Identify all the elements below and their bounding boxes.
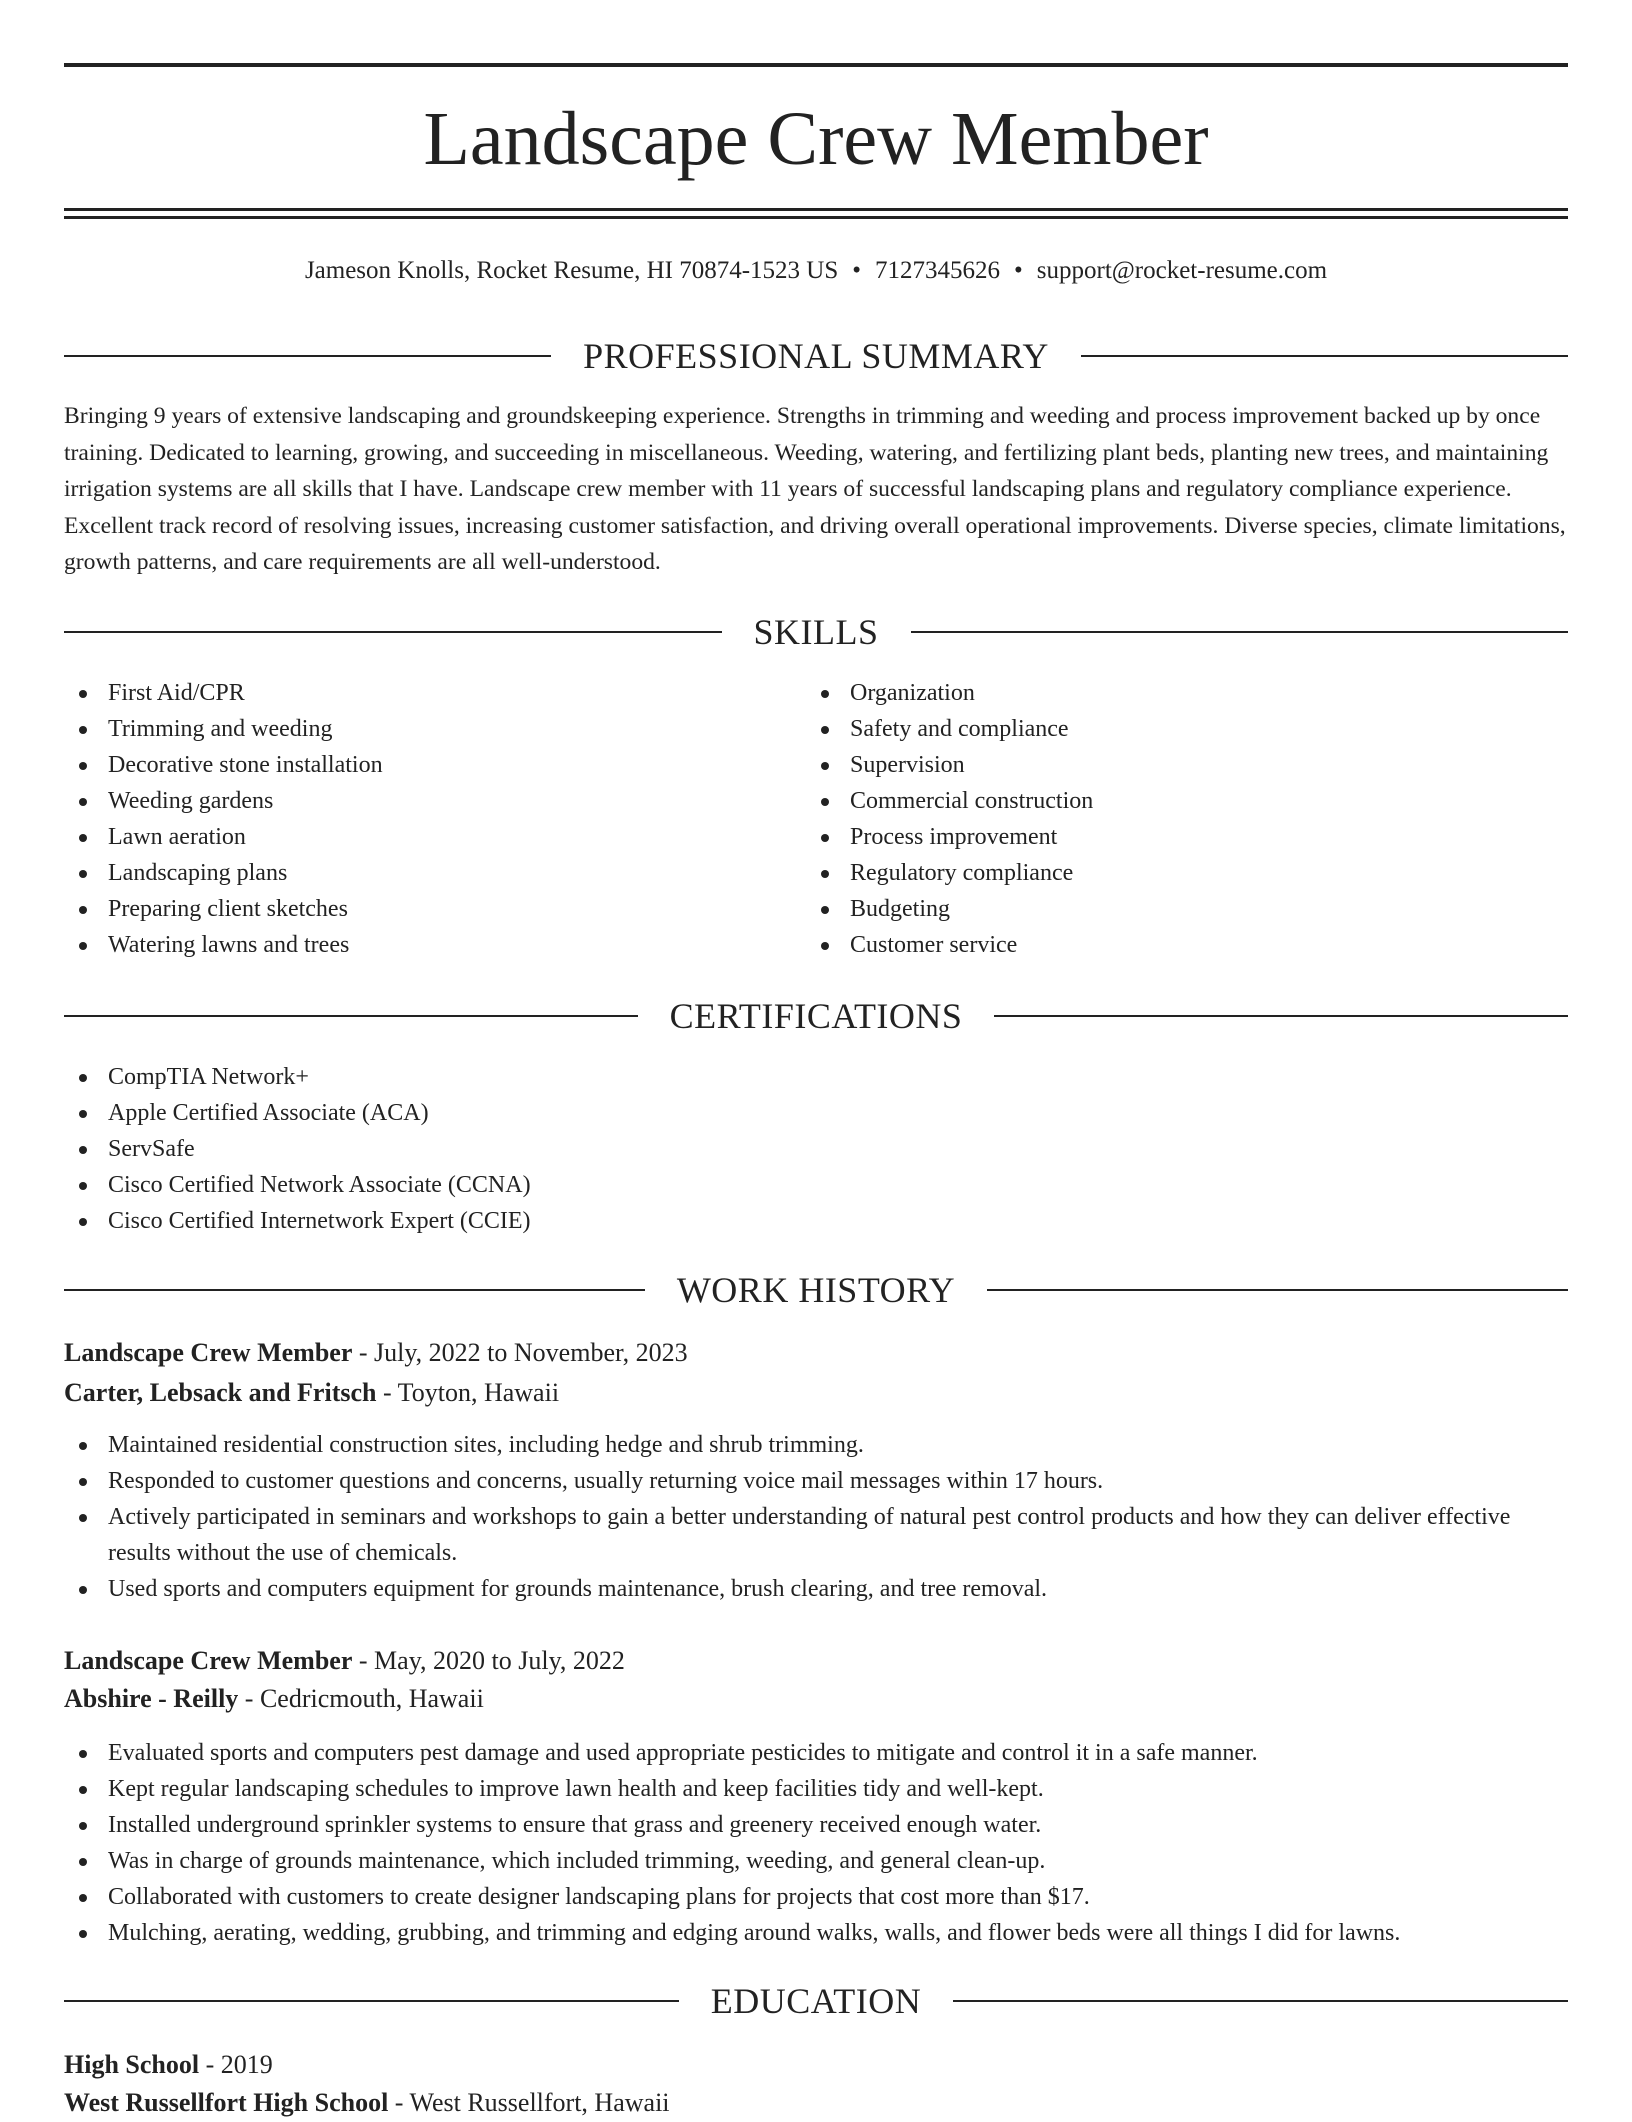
section-heading-summary bbox=[64, 334, 1568, 378]
skills-list-left bbox=[64, 675, 764, 963]
contact-email: support@rocket-resume.com bbox=[1036, 257, 1328, 284]
skill-item: Preparing client sketches bbox=[64, 891, 764, 927]
contact-phone: 7127345626 bbox=[875, 257, 1000, 284]
contact-separator: • bbox=[852, 257, 861, 284]
skill-item: Lawn aeration bbox=[64, 819, 764, 855]
job-duty-item: Evaluated sports and computers pest damage and used appropriate pesticides to mitigate and control it in a safe manner. bbox=[64, 1735, 1568, 1771]
certification-item: CompTIA Network+ bbox=[64, 1059, 1568, 1095]
heading-rule-right bbox=[994, 1015, 1568, 1017]
skill-item: Decorative stone installation bbox=[64, 747, 764, 783]
skill-item: Commercial construction bbox=[806, 783, 1566, 819]
job-dates: - July, 2022 to November, 2023 bbox=[352, 1338, 688, 1367]
job-company: Abshire - Reilly bbox=[64, 1684, 239, 1713]
heading-rule-left bbox=[64, 1289, 645, 1291]
title-rule-upper bbox=[64, 208, 1568, 211]
skills-list-right bbox=[806, 675, 1566, 963]
education-degree: High School bbox=[64, 2050, 200, 2079]
education-school: West Russellfort High School bbox=[64, 2088, 389, 2117]
section-heading-education bbox=[64, 1979, 1568, 2023]
job-duty-item: Maintained residential construction sites, including hedge and shrub trimming. bbox=[64, 1427, 1568, 1463]
job-dates: - May, 2020 to July, 2022 bbox=[352, 1646, 625, 1675]
heading-rule-right bbox=[987, 1289, 1568, 1291]
skill-item: Customer service bbox=[806, 927, 1566, 963]
job-duties-list bbox=[64, 1427, 1568, 1607]
job-duty-item: Kept regular landscaping schedules to improve lawn health and keep facilities tidy and well-kept. bbox=[64, 1771, 1568, 1807]
contact-address: Jameson Knolls, Rocket Resume, HI 70874-1523 US bbox=[304, 257, 839, 284]
education-location: - West Russellfort, Hawaii bbox=[388, 2088, 670, 2117]
skill-item: Organization bbox=[806, 675, 1566, 711]
education-year: - 2019 bbox=[199, 2050, 273, 2079]
section-heading-label: SKILLS bbox=[753, 612, 879, 652]
job-duty-item: Was in charge of grounds maintenance, which included trimming, weeding, and general clean-up. bbox=[64, 1843, 1568, 1879]
job-duty-item: Actively participated in seminars and workshops to gain a better understanding of natural pest control products and how they can deliver effective results without the use of chemicals. bbox=[64, 1499, 1568, 1571]
job-duty-item: Collaborated with customers to create designer landscaping plans for projects that cost more than $17. bbox=[64, 1879, 1568, 1915]
top-rule bbox=[64, 63, 1568, 67]
skill-item: Safety and compliance bbox=[806, 711, 1566, 747]
certification-item: Apple Certified Associate (ACA) bbox=[64, 1095, 1568, 1131]
contact-line bbox=[64, 254, 1568, 288]
section-heading-label: EDUCATION bbox=[710, 1981, 922, 2021]
job-title: Landscape Crew Member bbox=[64, 1338, 353, 1367]
skill-item: Watering lawns and trees bbox=[64, 927, 764, 963]
heading-rule-left bbox=[64, 355, 551, 357]
skill-item: Supervision bbox=[806, 747, 1566, 783]
job-title-line bbox=[64, 1642, 1568, 1680]
skill-item: First Aid/CPR bbox=[64, 675, 764, 711]
contact-separator: • bbox=[1014, 257, 1023, 284]
job-duty-item: Installed underground sprinkler systems to ensure that grass and greenery received enough water. bbox=[64, 1807, 1568, 1843]
section-heading-label: PROFESSIONAL SUMMARY bbox=[583, 336, 1049, 376]
skill-item: Trimming and weeding bbox=[64, 711, 764, 747]
job-company-line bbox=[64, 1374, 1568, 1412]
certifications-list bbox=[64, 1059, 1568, 1239]
section-heading-work-history bbox=[64, 1268, 1568, 1312]
heading-rule-left bbox=[64, 2000, 679, 2002]
title-rule-lower bbox=[64, 216, 1568, 219]
section-heading-label: CERTIFICATIONS bbox=[669, 996, 963, 1036]
summary-text: Bringing 9 years of extensive landscaping and groundskeeping experience. Strengths in trimming and weeding and process improvement backed up by once training. Dedicated to learning, growing, and succeeding in miscellaneous. Weeding, watering, and fertilizing plant beds, planting new trees, and maintaining irrigation systems are all skills that I have. Landscape crew member with 11 years of successful landscaping plans and regulatory compliance experience. Excellent track record of resolving issues, increasing customer satisfaction, and driving overall operational improvements. Diverse species, climate limitations, growth patterns, and care requirements are all well-understood. bbox=[64, 403, 1566, 575]
certification-item: ServSafe bbox=[64, 1131, 1568, 1167]
skill-item: Regulatory compliance bbox=[806, 855, 1566, 891]
job-duty-item: Mulching, aerating, wedding, grubbing, and trimming and edging around walks, walls, and flower beds were all things I did for lawns. bbox=[64, 1915, 1568, 1951]
section-heading-label: WORK HISTORY bbox=[676, 1270, 956, 1310]
education-degree-line bbox=[64, 2046, 1568, 2084]
section-heading-certifications bbox=[64, 994, 1568, 1038]
heading-rule-right bbox=[953, 2000, 1568, 2002]
certification-item: Cisco Certified Network Associate (CCNA) bbox=[64, 1167, 1568, 1203]
job-location: - Cedricmouth, Hawaii bbox=[238, 1684, 484, 1713]
education-school-line bbox=[64, 2084, 1568, 2122]
job-title: Landscape Crew Member bbox=[64, 1646, 353, 1675]
job-company-line bbox=[64, 1680, 1568, 1718]
job-duties-list bbox=[64, 1735, 1568, 1951]
heading-rule-left bbox=[64, 631, 722, 633]
resume-title: Landscape Crew Member bbox=[423, 97, 1209, 181]
job-title-line bbox=[64, 1334, 1568, 1372]
skill-item: Landscaping plans bbox=[64, 855, 764, 891]
job-duty-item: Responded to customer questions and concerns, usually returning voice mail messages within 17 hours. bbox=[64, 1463, 1568, 1499]
section-heading-skills bbox=[64, 610, 1568, 654]
certification-item: Cisco Certified Internetwork Expert (CCIE) bbox=[64, 1203, 1568, 1239]
heading-rule-right bbox=[911, 631, 1569, 633]
job-duty-item: Used sports and computers equipment for grounds maintenance, brush clearing, and tree removal. bbox=[64, 1571, 1568, 1607]
heading-rule-left bbox=[64, 1015, 638, 1017]
heading-rule-right bbox=[1081, 355, 1568, 357]
skill-item: Budgeting bbox=[806, 891, 1566, 927]
skill-item: Process improvement bbox=[806, 819, 1566, 855]
job-company: Carter, Lebsack and Fritsch bbox=[64, 1378, 377, 1407]
skill-item: Weeding gardens bbox=[64, 783, 764, 819]
job-location: - Toyton, Hawaii bbox=[376, 1378, 560, 1407]
